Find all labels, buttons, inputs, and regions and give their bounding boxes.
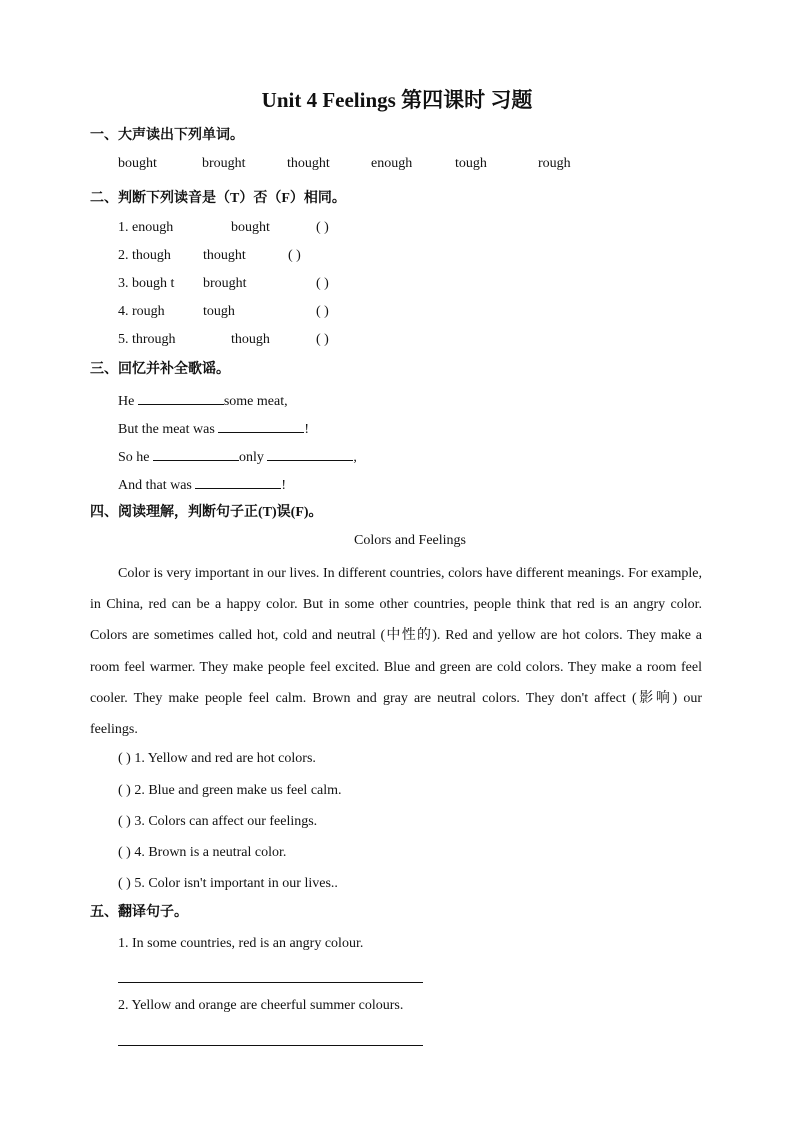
tf-question-2[interactable]: ( ) 2. Blue and green make us feel calm.: [118, 783, 342, 798]
chant-text: !: [304, 422, 309, 437]
fill-blank[interactable]: [138, 391, 224, 405]
passage-text: Color is very important in our lives. In different countries, colors have different meanings. For example, in China, red can be a happy color. But in some other countries, people think that red is an angry color. Colors are sometimes called hot, cold and neutral (中性的). Red and yellow are hot colors. They make a room feel warmer. They make people feel excited. Blue and green are cold colors. They make a room feel cooler. They make people feel calm. Brown and gray are neutral colors. They don't affect (影响) our feelings.: [90, 566, 702, 738]
fill-blank[interactable]: [218, 419, 304, 433]
answer-line-1[interactable]: [118, 982, 423, 983]
chant-text: !: [281, 478, 287, 493]
pronunciation-item-1-answer[interactable]: ( ): [316, 220, 329, 235]
word-1: bought: [118, 156, 157, 171]
pronunciation-item-1-word: 1. enough: [118, 220, 174, 235]
word-3: thought: [287, 156, 330, 171]
fill-blank[interactable]: [153, 447, 239, 461]
chant-text: But the meat was: [118, 422, 215, 437]
word-4: enough: [371, 156, 413, 171]
tf-question-1[interactable]: ( ) 1. Yellow and red are hot colors.: [118, 751, 316, 766]
tf-question-4[interactable]: ( ) 4. Brown is a neutral color.: [118, 845, 287, 860]
section-heading-2: 二、判断下列读音是（T）否（F）相同。: [90, 191, 346, 206]
chant-line-2: [118, 419, 309, 438]
word-5: tough: [455, 156, 487, 171]
pronunciation-item-5-word: 5. through: [118, 332, 176, 347]
chant-text: some meat,: [223, 394, 288, 409]
translate-question-2: 2. Yellow and orange are cheerful summer colours.: [118, 998, 404, 1013]
page-title: Unit 4 Feelings 第四课时 习题: [261, 88, 533, 112]
pronunciation-item-5-answer[interactable]: ( ): [316, 332, 329, 347]
pronunciation-item-3-answer[interactable]: ( ): [316, 276, 329, 291]
fill-blank[interactable]: [267, 447, 353, 461]
pronunciation-item-4-answer[interactable]: ( ): [316, 304, 329, 319]
pronunciation-item-1-compare: bought: [231, 220, 270, 235]
chant-line-4: [118, 475, 286, 494]
chant-text: And that was: [118, 478, 192, 493]
pronunciation-item-4-compare: tough: [203, 304, 235, 319]
chant-text: So he: [118, 450, 150, 465]
word-2: brought: [202, 156, 246, 171]
fill-blank[interactable]: [195, 475, 281, 489]
section-heading-1: 一、大声读出下列单词。: [90, 128, 244, 143]
pronunciation-item-2-word: 2. though: [118, 248, 171, 263]
pronunciation-item-2-answer[interactable]: ( ): [288, 248, 301, 263]
reading-passage: [90, 558, 702, 745]
translate-question-1: 1. In some countries, red is an angry colour.: [118, 936, 364, 951]
chant-text: ,: [353, 450, 357, 465]
section-heading-5: 五、翻译句子。: [90, 905, 188, 920]
section-heading-3: 三、回忆并补全歌谣。: [90, 362, 230, 377]
answer-line-2[interactable]: [118, 1045, 423, 1046]
pronunciation-item-3-word: 3. bough t: [118, 276, 175, 291]
pronunciation-item-5-compare: though: [231, 332, 270, 347]
word-6: rough: [538, 156, 571, 171]
tf-question-5[interactable]: ( ) 5. Color isn't important in our lives..: [118, 876, 338, 891]
pronunciation-item-2-compare: thought: [203, 248, 246, 263]
section-heading-4: 四、阅读理解，判断句子正(T)误(F)。: [90, 505, 323, 520]
tf-question-3[interactable]: ( ) 3. Colors can affect our feelings.: [118, 814, 318, 829]
chant-text: only: [239, 450, 264, 465]
chant-line-3: [118, 447, 357, 466]
pronunciation-item-3-compare: brought: [203, 276, 247, 291]
passage-title: Colors and Feelings: [354, 533, 466, 548]
chant-text: He: [118, 394, 135, 409]
pronunciation-item-4-word: 4. rough: [118, 304, 165, 319]
chant-line-1: [118, 391, 288, 410]
